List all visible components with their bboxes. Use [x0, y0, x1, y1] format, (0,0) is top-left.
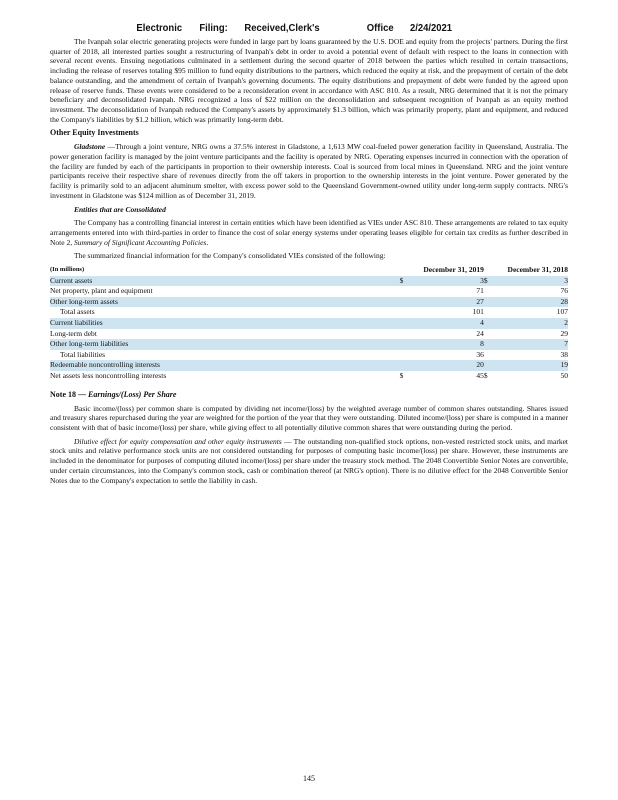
gladstone-paragraph: [50, 142, 568, 200]
header-received-clerks: Received,Clerk's: [244, 22, 320, 34]
row-label: [50, 360, 400, 371]
value-2019: [400, 360, 484, 371]
value-2018: [484, 307, 568, 318]
value-2019-value: 8: [480, 339, 484, 349]
page-number: 145: [303, 774, 315, 783]
dollar-sign: $: [483, 275, 488, 285]
row-label-value: Other long-term liabilities: [50, 339, 129, 349]
table-row: [50, 286, 568, 297]
other-equity-heading: Other Equity Investments: [50, 128, 139, 138]
value-2019-value: 24: [476, 328, 484, 338]
value-2018-value: 38: [560, 349, 568, 359]
value-2018: [484, 329, 568, 340]
value-2019-value: 4: [480, 318, 484, 328]
value-2018: [484, 297, 568, 308]
value-2019: [400, 371, 484, 382]
table-row: [50, 350, 568, 361]
value-2019: [400, 307, 484, 318]
row-label: [50, 318, 400, 329]
value-2019-value: 45: [476, 371, 484, 380]
dollar-sign: $: [399, 371, 404, 380]
summary-paragraph: The summarized financial information for the Company's consolidated VIEs consisted of the following:: [74, 251, 386, 261]
value-2018: [484, 318, 568, 329]
note18-prefix: Note 18 —: [50, 389, 88, 399]
value-2018: [484, 360, 568, 371]
value-2019: [400, 329, 484, 340]
row-label: [50, 297, 400, 308]
row-label-value: Current assets: [50, 275, 93, 285]
row-label-value: Redeemable noncontrolling interests: [50, 360, 160, 370]
vie-end: .: [206, 237, 209, 247]
value-2018-value: 7: [564, 339, 568, 349]
table-row: [50, 339, 568, 350]
header-electronic: Electronic: [136, 22, 183, 34]
value-2018-value: 76: [560, 286, 568, 296]
gladstone-lead: Gladstone: [74, 142, 106, 152]
dilutive-text: — The outstanding non-qualified stock options, non-vested restricted stock units, and market stock units and relative performance stock units are not considered outstanding for purposes of computing basic income/(loss) per share. However, these instruments are included in the denominator for purposes of computing diluted income/(loss) per share under the treasury stock method. The 2048 Convertible Senior Notes are convertible, under certain circumstances, into the Company's common stock, cash or combination thereof (at NRG's option). There is no dilutive effect for the 2048 Convertible Senior Notes due to the Company's expectation to settle the liability in cash.: [50, 436, 568, 485]
consolidated-heading: [50, 205, 568, 215]
dollar-sign: $: [399, 275, 404, 285]
value-2018-value: 3: [564, 275, 568, 285]
table-row: [50, 360, 568, 371]
row-label-value: Net property, plant and equipment: [50, 286, 153, 296]
header-date: 2/24/2021: [410, 22, 453, 34]
header-office: Office: [366, 22, 394, 34]
note18-title: Earnings/(Loss) Per Share: [88, 389, 177, 399]
column-header-2019: December 31, 2019: [423, 265, 484, 275]
vie-italic-ref: Summary of Significant Accounting Policies: [73, 237, 207, 247]
value-2019: [400, 286, 484, 297]
value-2019: [400, 318, 484, 329]
value-2018-value: 28: [560, 296, 568, 306]
row-label: [50, 307, 400, 318]
row-label-value: Other long-term assets: [50, 296, 118, 306]
header-filing: Filing:: [199, 22, 228, 34]
value-2018: [484, 286, 568, 297]
row-label: [50, 339, 400, 350]
gladstone-text: —Through a joint venture, NRG owns a 37.5% interest in Gladstone, a 1,613 MW coal-fueled power generation facility in Queensland, Australia. The power generation facility is managed by the joint venture participants and the facility is operated by NRG. Operating expenses incurred in connection with the operation of the facility are funded by each of the participants in proportion to their ownership interests. Coal is sourced from local mines in Queensland. NRG and the joint venture participants receive their respective share of revenues directly from the off takers in proportion to the ownership interests in the joint venture. Power generated by the facility is primarily sold to an adjacent aluminum smelter, with excess power sold to the Queensland Government-owned utility under long-term supply contracts. NRG's investment in Gladstone was $124 million as of December 31, 2019.: [50, 142, 568, 200]
note18-heading: [50, 390, 568, 400]
value-2018-value: 107: [556, 307, 568, 317]
value-2018-value: 19: [560, 360, 568, 370]
value-2019-value: 71: [476, 286, 484, 296]
value-2018: [484, 350, 568, 361]
vie-text: The Company has a controlling financial interest in certain entities which have been identified as VIEs under ASC 810. These arrangements are related to tax equity arrangements entered into with third-parties in order to finance the cost of solar energy systems under operating leases eligible for certain tax credits as further described in Note 2,: [50, 218, 568, 247]
value-2018: [484, 276, 568, 287]
table-row: [50, 276, 568, 287]
value-2018-value: 29: [560, 328, 568, 338]
value-2018: [484, 339, 568, 350]
table-row: [50, 307, 568, 318]
filing-header: [50, 20, 516, 37]
dollar-sign: $: [483, 371, 488, 380]
document-page: [50, 20, 568, 485]
row-label-value: Total assets: [60, 307, 95, 317]
row-label-value: Net assets less noncontrolling interests: [50, 371, 167, 380]
row-label: [50, 286, 400, 297]
value-2019: [400, 339, 484, 350]
value-2019-value: 3: [480, 275, 484, 285]
value-2018-value: 2: [564, 318, 568, 328]
table-row: [50, 297, 568, 308]
row-label-value: Total liabilities: [60, 349, 106, 359]
row-label-value: Current liabilities: [50, 318, 103, 328]
unit-label: (In millions): [50, 266, 85, 274]
row-label-value: Long-term debt: [50, 328, 97, 338]
value-2019: [400, 350, 484, 361]
value-2019: [400, 276, 484, 287]
ivanpah-paragraph: The Ivanpah solar electric generating projects were funded in large part by loans guaranteed by the U.S. DOE and equity from the projects' partners. During the first quarter of 2018, all interested parties sought a restructuring of Ivanpah's debt in order to avoid a potential event of default with respect to the loans in connection with several recent events. Ensuing negotiations culminated in a settlement during the second quarter of 2018 between the parties which resulted in certain transactions, including the release of reserves totaling $95 million to fund equity distributions to the partners, which reduced the equity at risk, and the prepayment of certain of the debt balance outstanding, and the amendment of certain of Ivanpah's governing documents. The equity distributions and prepayment of debt were funded by the agreed upon release of reserve funds. These events were considered to be a reconsideration event in accordance with ASC 810. As a result, NRG determined that it is not the primary beneficiary and deconsolidated Ivanpah. NRG recognized a loss of $22 million on the deconsolidation and subsequent recognition of Ivanpah as an equity method investment. The deconsolidation of Ivanpah reduced the Company's assets by approximately $1.3 billion, which was primarily property, plant and equipment, and reduced the Company's liabilities by $1.2 billion, which was primarily long-term debt.: [50, 37, 568, 124]
column-header-2018: December 31, 2018: [507, 265, 568, 275]
value-2019: [400, 297, 484, 308]
dilutive-lead: Dilutive effect for equity compensation and other equity instruments: [74, 436, 282, 446]
row-label: [50, 329, 400, 340]
row-label: [50, 350, 400, 361]
value-2019-value: 101: [472, 307, 484, 317]
table-row: [50, 371, 568, 382]
table-header-row: [50, 265, 568, 276]
vie-financial-table: [50, 265, 568, 382]
value-2018: [484, 371, 568, 382]
basic-eps-paragraph: Basic income/(loss) per common share is computed by dividing net income/(loss) by the weighted average number of common shares outstanding. Shares issued and treasury shares repurchased during the year are weighted for the portion of the year that they were outstanding. Diluted income/(loss) per share is computed in a manner consistent with that of basic income/(loss) per share, while giving effect to all potentially dilutive common shares that were outstanding during the period.: [50, 403, 568, 432]
row-label: [50, 371, 400, 382]
table-row: [50, 329, 568, 340]
vie-paragraph: [50, 218, 568, 247]
table-row: [50, 318, 568, 329]
value-2019-value: 20: [476, 360, 484, 370]
consolidated-heading-text: Entities that are Consolidated: [74, 204, 166, 214]
value-2019-value: 27: [476, 296, 484, 306]
value-2018-value: 50: [560, 371, 568, 380]
value-2019-value: 36: [476, 349, 484, 359]
row-label: [50, 276, 400, 287]
dilutive-paragraph: [50, 437, 568, 486]
